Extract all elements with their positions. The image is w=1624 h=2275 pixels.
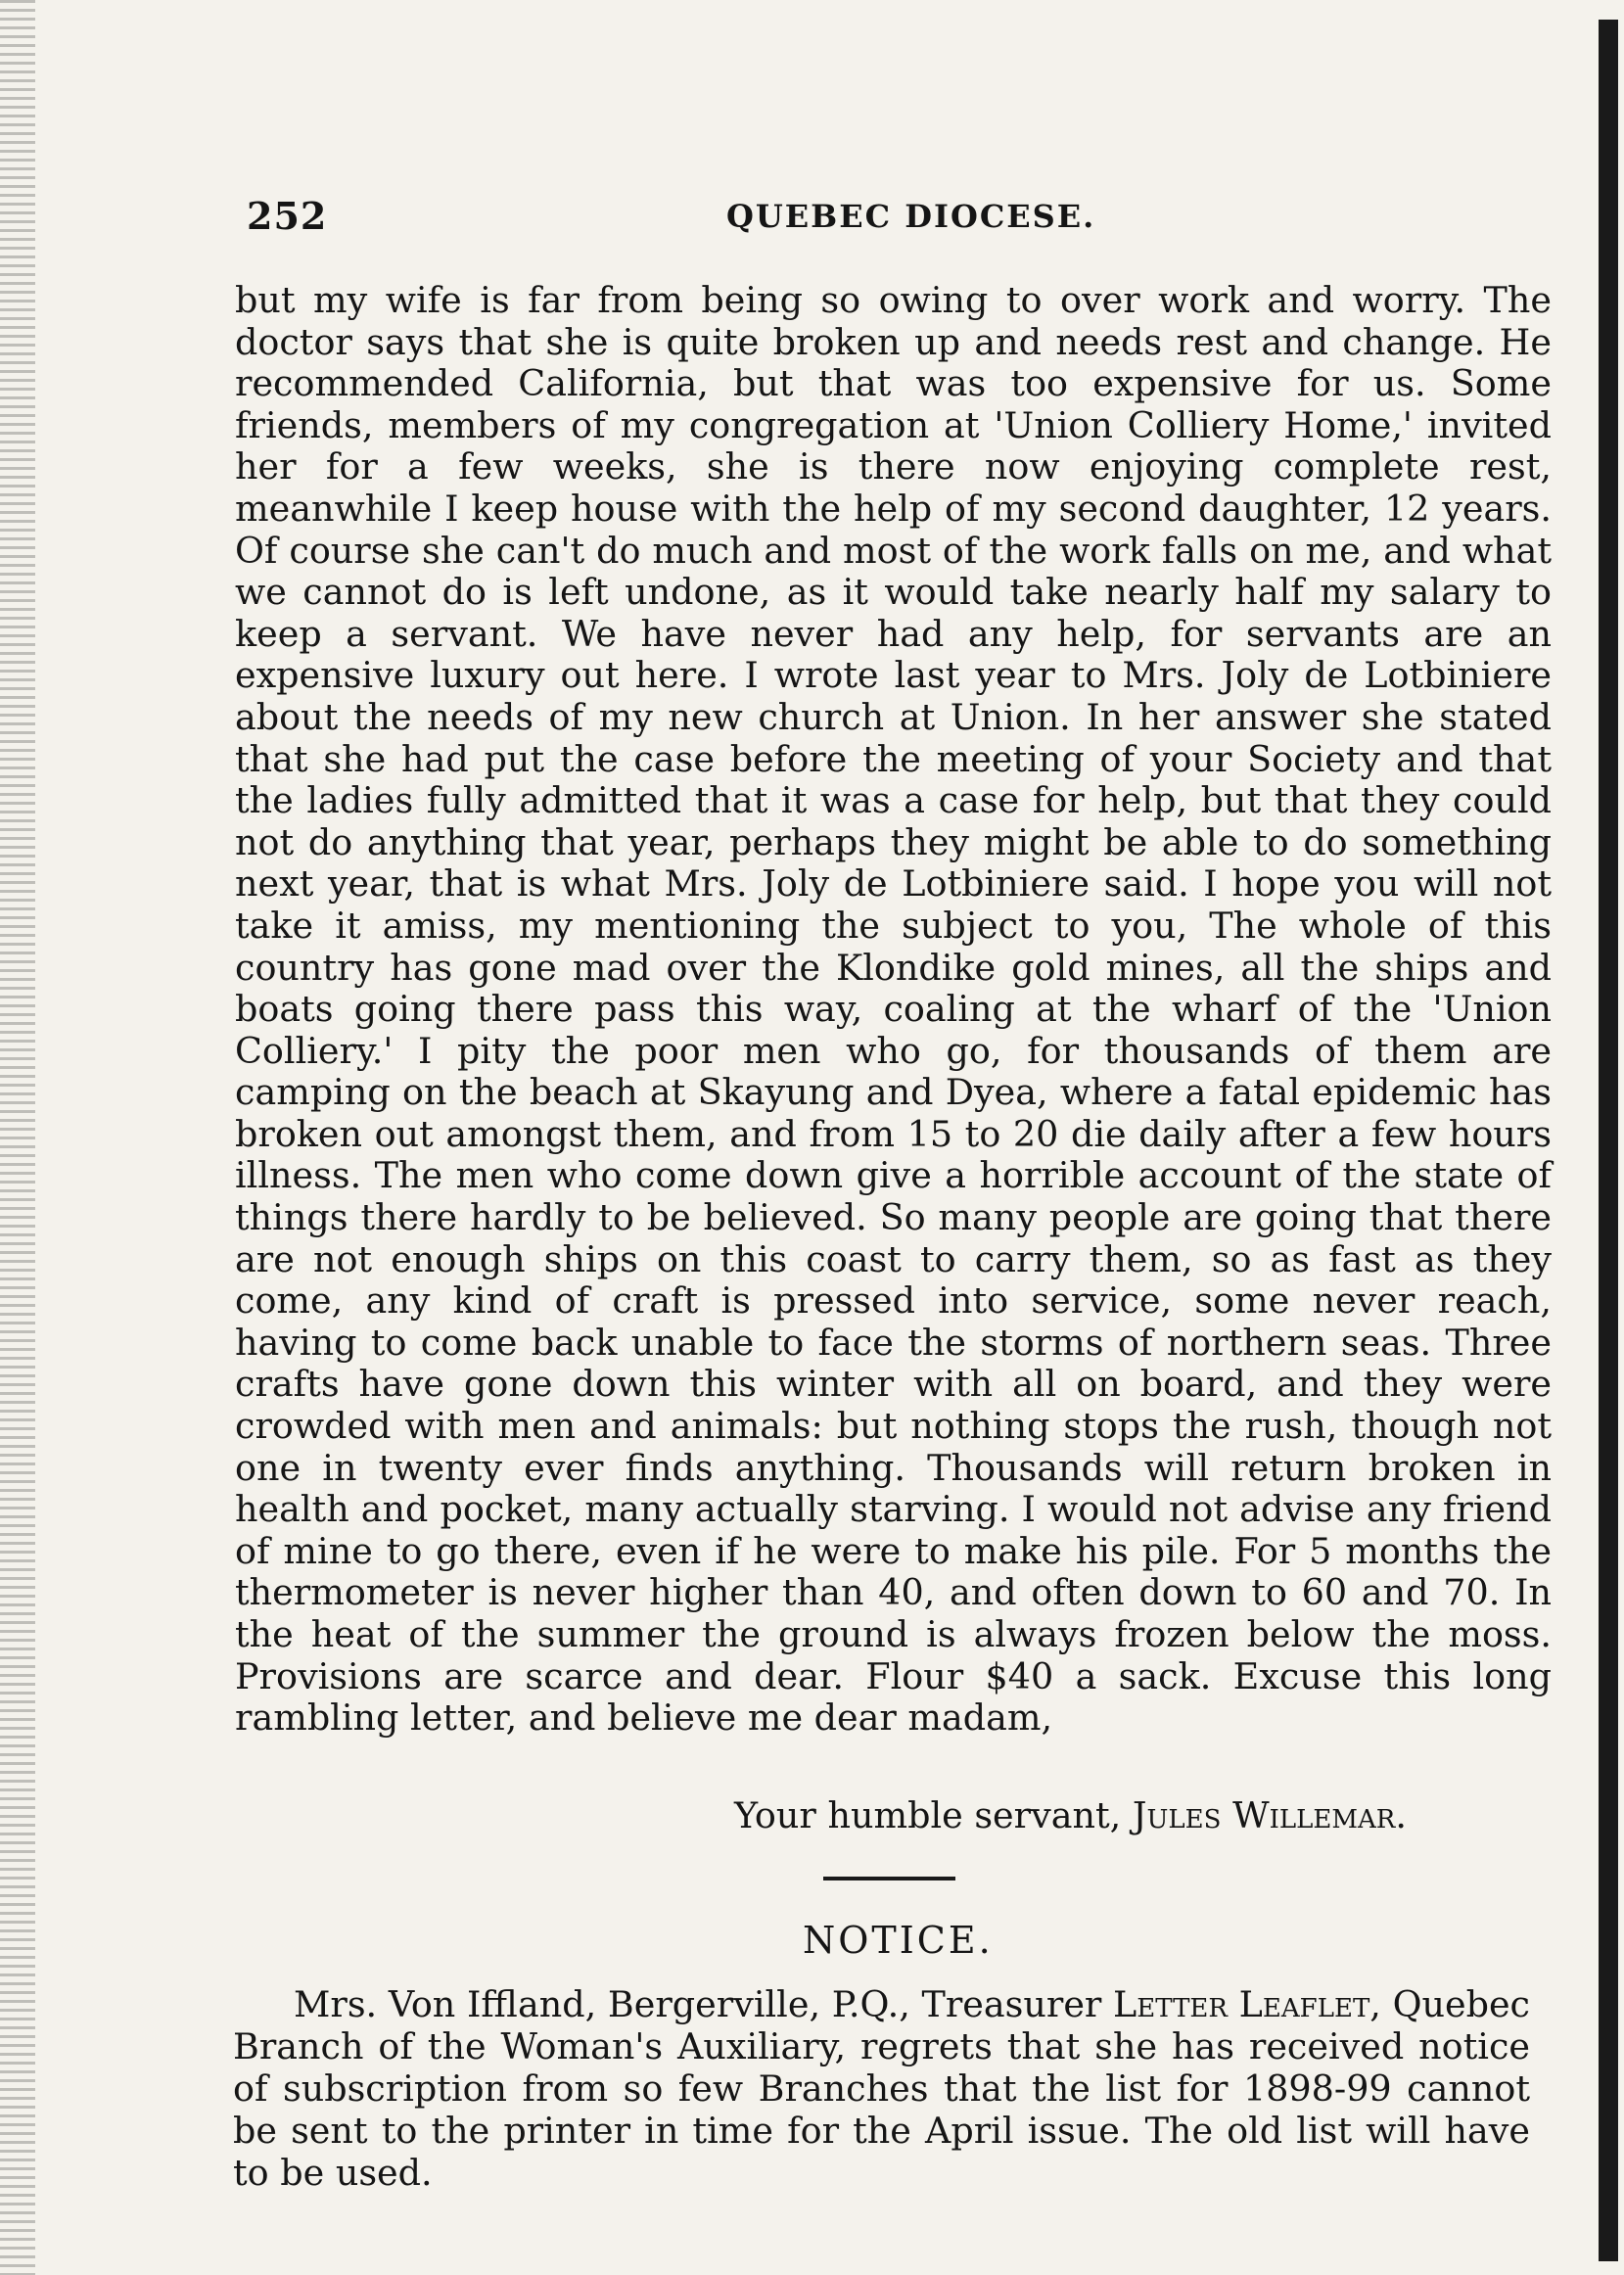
scan-binding-edge-right <box>1599 20 1618 2261</box>
notice-body-start: Mrs. Von Iffland, Bergerville, P.Q., Treasurer <box>294 1983 1114 2025</box>
page-header <box>247 194 1372 241</box>
notice-leaflet-name: Letter Leaflet, <box>1113 1983 1381 2025</box>
letter-closing: Your humble servant, <box>734 1794 1122 1836</box>
page-number: 252 <box>247 194 328 238</box>
notice-body-end: Quebec Branch of the Woman's Auxiliary, regrets that she has received notice of subscription from so few Branches that the list for 1898-99 cannot be sent to the printer in time for the April issue. The old list will have to be used. <box>233 1983 1531 2194</box>
notice-heading: NOTICE. <box>803 1919 994 1962</box>
letter-body: but my wife is far from being so owing to over work and worry. The doctor says that she is quite broken up and needs rest and change. He recommended California, but that was too expensive for us. Some friends, members of my congregation at 'Union Colliery Home,' invited her for a few weeks, she is there now enjoying complete rest, meanwhile I keep house with the help of my second daughter, 12 years. Of course she can't do much and most of the work falls on me, and what we cannot do is left undone, as it would take nearly half my salary to keep a servant. We have never had any help, for servants are an expensive luxury out here. I wrote last year to Mrs. Joly de Lotbiniere about the needs of my new church at Union. In her answer she stated that she had put the case before the meeting of your Society and that the ladies fully admitted that it was a case for help, but that they could not do anything that year, perhaps they might be able to do something next year, that is what Mrs. Joly de Lotbiniere said. I hope you will not take it amiss, my mentioning the subject to you, The whole of this country has gone mad over the Klondike gold mines, all the ships and boats going there pass this way, coaling at the wharf of the 'Union Colliery.' I pity the poor men who go, for thousands of them are camping on the beach at Skayung and Dyea, where a fatal epidemic has broken out amongst them, and from 15 to 20 die daily after a few hours illness. The men who come down give a horrible account of the state of things there hardly to be believed. So many people are going that there are not enough ships on this coast to carry them, so as fast as they come, any kind of craft is pressed into service, some never reach, having to come back unable to face the storms of northern seas. Three crafts have gone down this winter with all on board, and they were crowded with men and animals: but nothing stops the rush, though not one in twenty ever finds anything. Thousands will return broken in health and pocket, many actually starving. I would not advise any friend of mine to go there, even if he were to make his pile. For 5 months the thermometer is never higher than 40, and often down to 60 and 70. In the heat of the summer the ground is always frozen below the moss. Provisions are scarce and dear. Flour $40 a sack. Excuse this long rambling letter, and believe me dear madam, <box>235 279 1552 1740</box>
notice-body <box>233 1983 1530 2194</box>
section-divider <box>823 1877 955 1880</box>
letter-signer: Jules Willemar. <box>1132 1794 1407 1836</box>
letter-signature <box>734 1795 1407 1836</box>
scan-binding-edge-left <box>0 0 35 2275</box>
running-title: QUEBEC DIOCESE. <box>726 198 1096 235</box>
